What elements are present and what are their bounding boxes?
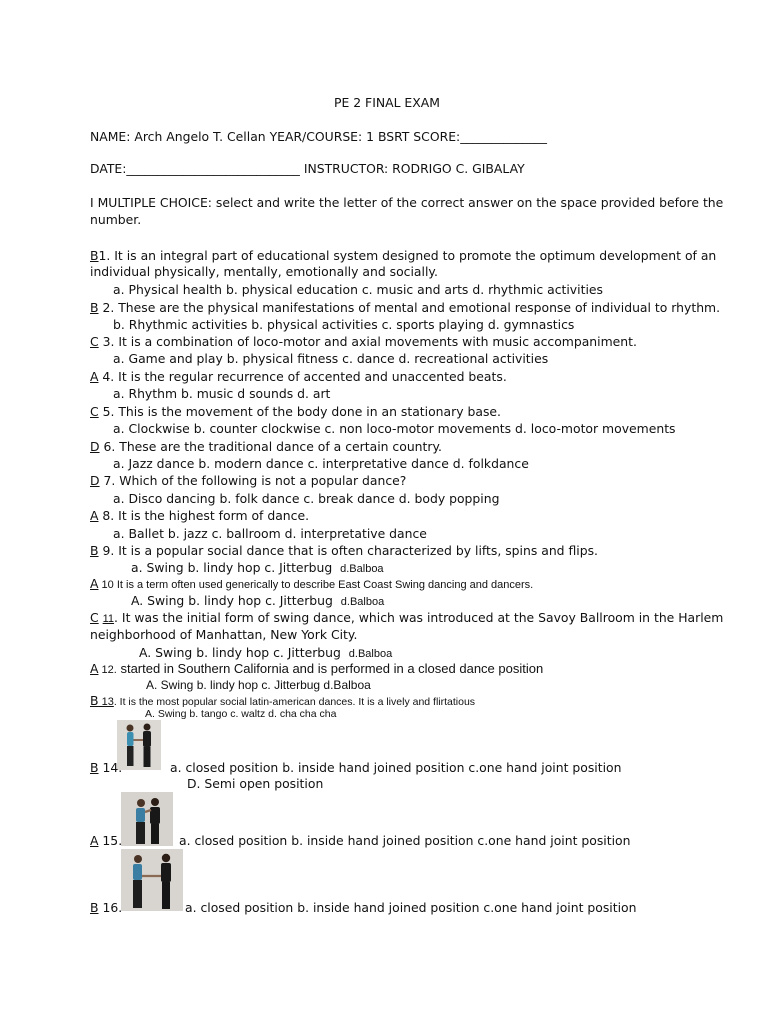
date-line: DATE:____________________________ INSTRUCTOR: RODRIGO C. GIBALAY	[90, 161, 525, 176]
choices-14-d: D. Semi open position	[187, 776, 324, 791]
question-3: C 3. It is a combination of loco-motor and axial movements with music accompaniment.	[90, 334, 637, 349]
answer-7: D	[90, 473, 100, 488]
choices-7: a. Disco dancing b. folk dance c. break dance d. body popping	[113, 491, 500, 506]
answer-5: C	[90, 404, 99, 419]
question-9: B 9. It is a popular social dance that is often characterized by lifts, spins and flips.	[90, 543, 598, 558]
answer-1: B	[90, 248, 99, 263]
choices-6: a. Jazz dance b. modern dance c. interpretative dance d. folkdance	[113, 456, 529, 471]
choices-1: a. Physical health b. physical education c. music and arts d. rhythmic activities	[113, 282, 603, 297]
question-1: B1. It is an integral part of educational system designed to promote the optimum development of an	[90, 248, 717, 263]
choices-16: a. closed position b. inside hand joined position c.one hand joint position	[185, 900, 637, 915]
answer-10: A	[90, 576, 99, 591]
name-line: NAME: Arch Angelo T. Cellan YEAR/COURSE: 1 BSRT SCORE:______________	[90, 129, 547, 144]
question-10: A 10 It is a term often used generically to describe East Coast Swing dancing and dancers.	[90, 576, 534, 591]
answer-4: A	[90, 369, 99, 384]
couple-hand-joined-image	[121, 849, 183, 911]
choices-11: A. Swing b. lindy hop c. Jitterbug d.Balboa	[139, 645, 393, 660]
exam-title: PE 2 FINAL EXAM	[334, 95, 440, 110]
choices-2: b. Rhythmic activities b. physical activities c. sports playing d. gymnastics	[113, 317, 575, 332]
choices-8: a. Ballet b. jazz c. ballroom d. interpretative dance	[113, 526, 427, 541]
choices-14: a. closed position b. inside hand joined position c.one hand joint position	[170, 760, 622, 775]
dance-couple-photo-15	[121, 792, 173, 846]
answer-8: A	[90, 508, 99, 523]
answer-16: B	[90, 900, 99, 915]
instructions-line-2: number.	[90, 212, 142, 227]
question-14: B 14.	[90, 760, 123, 775]
question-5: C 5. This is the movement of the body done in an stationary base.	[90, 404, 501, 419]
answer-14: B	[90, 760, 99, 775]
question-6: D 6. These are the traditional dance of a certain country.	[90, 439, 442, 454]
answer-13: B	[90, 693, 99, 708]
answer-3: C	[90, 334, 99, 349]
question-11-cont: neighborhood of Manhattan, New York City.	[90, 627, 358, 642]
question-4: A 4. It is the regular recurrence of accented and unaccented beats.	[90, 369, 507, 384]
question-13: B 13. It is the most popular social latin-american dances. It is a lively and flirtatious	[90, 693, 476, 708]
choices-15: a. closed position b. inside hand joined position c.one hand joint position	[179, 833, 631, 848]
couple-side-by-side-image	[117, 720, 161, 770]
choices-13: A. Swing b. tango c. waltz d. cha cha cha	[145, 708, 337, 720]
choices-10: A. Swing b. lindy hop c. Jitterbug d.Balboa	[131, 593, 385, 608]
choices-4: a. Rhythm b. music d sounds d. art	[113, 386, 331, 401]
question-1-cont: individual physically, mentally, emotionally and socially.	[90, 264, 438, 279]
question-7: D 7. Which of the following is not a popular dance?	[90, 473, 407, 488]
answer-11: C	[90, 610, 99, 625]
question-15: A 15.	[90, 833, 123, 848]
question-12: A 12. started in Southern California and is performed in a closed dance position	[90, 661, 544, 676]
instructions-line-1: I MULTIPLE CHOICE: select and write the letter of the correct answer on the space provided before the	[90, 195, 724, 210]
question-16: B 16.	[90, 900, 123, 915]
question-8: A 8. It is the highest form of dance.	[90, 508, 310, 523]
choices-3: a. Game and play b. physical fitness c. dance d. recreational activities	[113, 351, 549, 366]
question-2: B 2. These are the physical manifestations of mental and emotional response of individual to rhythm.	[90, 300, 721, 315]
choices-12: A. Swing b. lindy hop c. Jitterbug d.Balboa	[146, 678, 371, 692]
answer-12: A	[90, 661, 99, 676]
couple-closed-position-image	[121, 792, 173, 846]
dance-couple-photo-14	[117, 720, 161, 770]
answer-6: D	[90, 439, 100, 454]
choices-5: a. Clockwise b. counter clockwise c. non loco-motor movements d. loco-motor movements	[113, 421, 676, 436]
answer-15: A	[90, 833, 99, 848]
answer-2: B	[90, 300, 99, 315]
question-11: C 11. It was the initial form of swing dance, which was introduced at the Savoy Ballroom in the Harlem	[90, 610, 724, 625]
dance-couple-photo-16	[121, 849, 183, 911]
choices-9: a. Swing b. lindy hop c. Jitterbug d.Balboa	[131, 560, 384, 575]
answer-9: B	[90, 543, 99, 558]
